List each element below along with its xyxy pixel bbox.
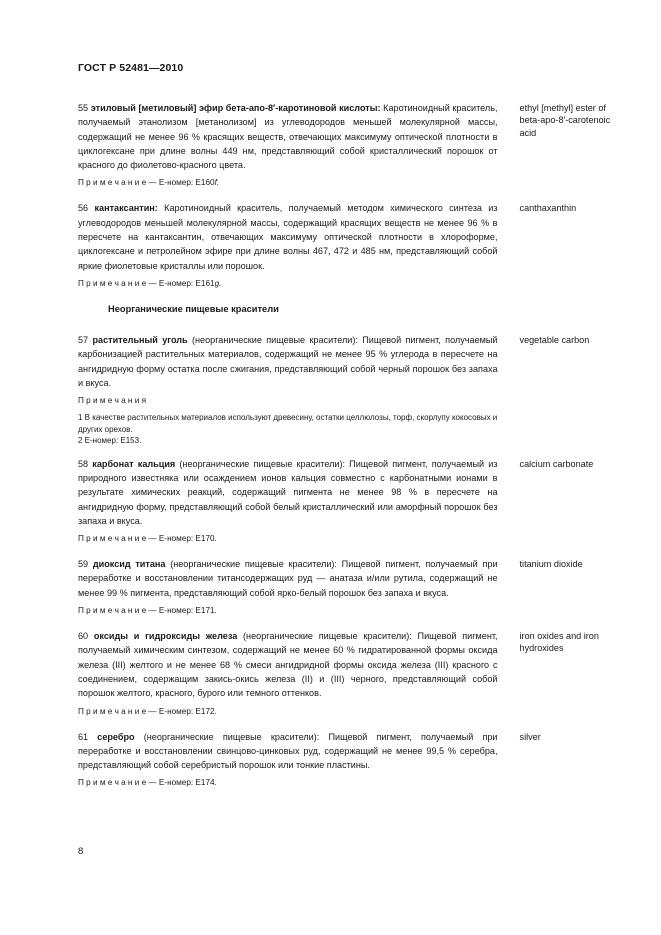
term-definition: Каротиноидный краситель, получаемый методом химического синтеза из углеводородов меньшей молекулярной массы, содержащий красящих веществ не менее 96 % в пересчете на кантаксантин, отвечающих максимуму оптической плотности в хлороформе, циклогексане и петролейном эфире при длине волны 467, 472 и 485 нм, представляющий собой яркие фиолетовые кристаллы или порошок.	[78, 203, 498, 271]
english-equivalent: calcium carbonate	[519, 458, 594, 469]
term-name: растительный уголь	[92, 334, 188, 345]
note-item: 1 В качестве растительных материалов используют древесину, остатки целлюлозы, торф, скорлупу кокосовых и других орехов.	[78, 413, 498, 434]
term-number: 59	[78, 559, 89, 570]
note-text: — Е-номер: Е170.	[146, 534, 217, 544]
page-header: ГОСТ Р 52481—2010	[78, 62, 184, 74]
term-definition-block	[78, 557, 498, 600]
term-name: оксиды и гидроксиды железа	[93, 631, 238, 642]
term-entry-60	[78, 629, 618, 700]
note-suffix: f.	[214, 178, 220, 188]
term-name: диоксид титана	[92, 559, 166, 570]
term-definition-block	[78, 333, 498, 390]
term-number: 58	[78, 458, 89, 469]
note-suffix: g.	[214, 278, 222, 288]
english-equivalent: vegetable carbon	[519, 334, 590, 345]
note-text: — Е-номер: Е171.	[146, 606, 217, 616]
term-number: 56	[78, 203, 89, 214]
english-equivalent: ethyl [methyl] ester of beta-apo-8′-carotenoic acid	[519, 103, 611, 138]
english-equivalent: titanium dioxide	[519, 559, 583, 570]
note-label: П р и м е ч а н и е	[78, 534, 147, 544]
english-equivalent: canthaxanthin	[519, 203, 577, 214]
note-text: — Е-номер: Е172.	[146, 706, 217, 716]
notes-list	[78, 412, 504, 447]
page-number: 8	[78, 846, 84, 857]
note-label: П р и м е ч а н и е	[78, 178, 147, 188]
note-label: П р и м е ч а н и е	[78, 278, 147, 288]
note-text: — Е-номер: Е160	[146, 178, 215, 188]
term-definition: (неорганические пищевые красители): Пищевой пигмент, получаемый при переработке и восстановлении титансодержащих руд — анатаза и/или рутила, содержащий не менее 99 % пигмента, представляющий собой ярко-белый порошок без запаха и вкуса.	[78, 559, 498, 598]
term-definition: (неорганические пищевые красители): Пищевой пигмент, получаемый из природного известняка или осаждением ионов кальция совместно с карбонатными ионами в результате химических реакций, содержащий пигмента не менее 98 % в пересчете на ангидридную форму, представляющий собой белый кристаллический или аморфный порошок без запаха и вкуса.	[78, 458, 498, 526]
term-definition-block	[78, 730, 498, 773]
english-equivalent: silver	[519, 731, 541, 742]
section-heading: Неорганические пищевые красители	[108, 303, 279, 314]
term-definition: (неорганические пищевые красители): Пищевой пигмент, получаемый при переработке и восстановлении свинцово-цинковых руд, содержащий не менее 99,5 % серебра, представляющий собой серебристый порошок или тонкие пластины.	[78, 731, 498, 771]
english-equivalent: iron oxides and iron hydroxides	[519, 631, 599, 654]
entry-note	[78, 533, 618, 545]
term-definition-block	[78, 201, 498, 272]
term-name: кантаксантин:	[94, 203, 158, 214]
note-label: П р и м е ч а н и е	[78, 778, 147, 788]
term-entry-58	[78, 457, 618, 528]
term-entry-59	[78, 557, 618, 600]
entry-note	[78, 777, 618, 789]
term-name: серебро	[97, 731, 135, 742]
term-name: этиловый [метиловый] эфир бета-апо-8′-каротиновой кислоты:	[90, 103, 381, 113]
term-entry-61	[78, 730, 618, 773]
term-number: 60	[78, 631, 89, 642]
note-label: П р и м е ч а н и е	[78, 606, 147, 616]
term-number: 61	[78, 731, 89, 742]
term-number: 55	[78, 103, 89, 113]
entry-note	[78, 278, 618, 290]
term-definition: Каротиноидный краситель, получаемый этанолизом [метанолизом] из углеводородов меньшей молекулярной массы, содержащий не менее 96 % красящих веществ, отвечающих максимуму оптической плотности в циклогексане при длине волны 449 нм, представляющий собой кристаллический порошок от красного до фиолетово-красного цвета.	[78, 103, 498, 171]
term-entry-57	[78, 333, 618, 390]
term-definition-block	[78, 457, 498, 528]
entry-note	[78, 177, 618, 189]
document-body	[78, 101, 618, 801]
term-entry-55	[78, 101, 618, 172]
note-item: 2 Е-номер: Е153.	[78, 436, 142, 446]
note-text: — Е-номер: Е161	[146, 278, 215, 288]
entry-note	[78, 706, 618, 718]
note-text: — Е-номер: Е174.	[146, 778, 217, 788]
term-definition-block	[78, 101, 498, 172]
term-definition: (неорганические пищевые красители): Пищевой пигмент, получаемый карбонизацией растительных материалов, содержащий не менее 95 % углерода в пересчете на ангидридную форму остатка после сжигания, представляющий собой черный порошок без запаха и вкуса.	[78, 334, 498, 388]
note-label: П р и м е ч а н и е	[78, 706, 147, 716]
term-number: 57	[78, 334, 89, 345]
entry-note	[78, 605, 618, 617]
term-definition: (неорганические пищевые красители): Пищевой пигмент, получаемый химическим синтезом, содержащий не менее 60 % гидратированной формы оксида железа (III) желтого и не менее 68 % смеси ангидридной формы оксида железа (III) красного с соединением, содержащим закись-окись железа (II) и (III) черного, представляющий собой порошок желтого, красного, бурого или темного оттенков.	[78, 631, 498, 699]
term-entry-56	[78, 201, 618, 272]
notes-label: П р и м е ч а н и я	[78, 396, 147, 406]
term-definition-block	[78, 629, 498, 700]
term-name: карбонат кальция	[92, 458, 176, 469]
